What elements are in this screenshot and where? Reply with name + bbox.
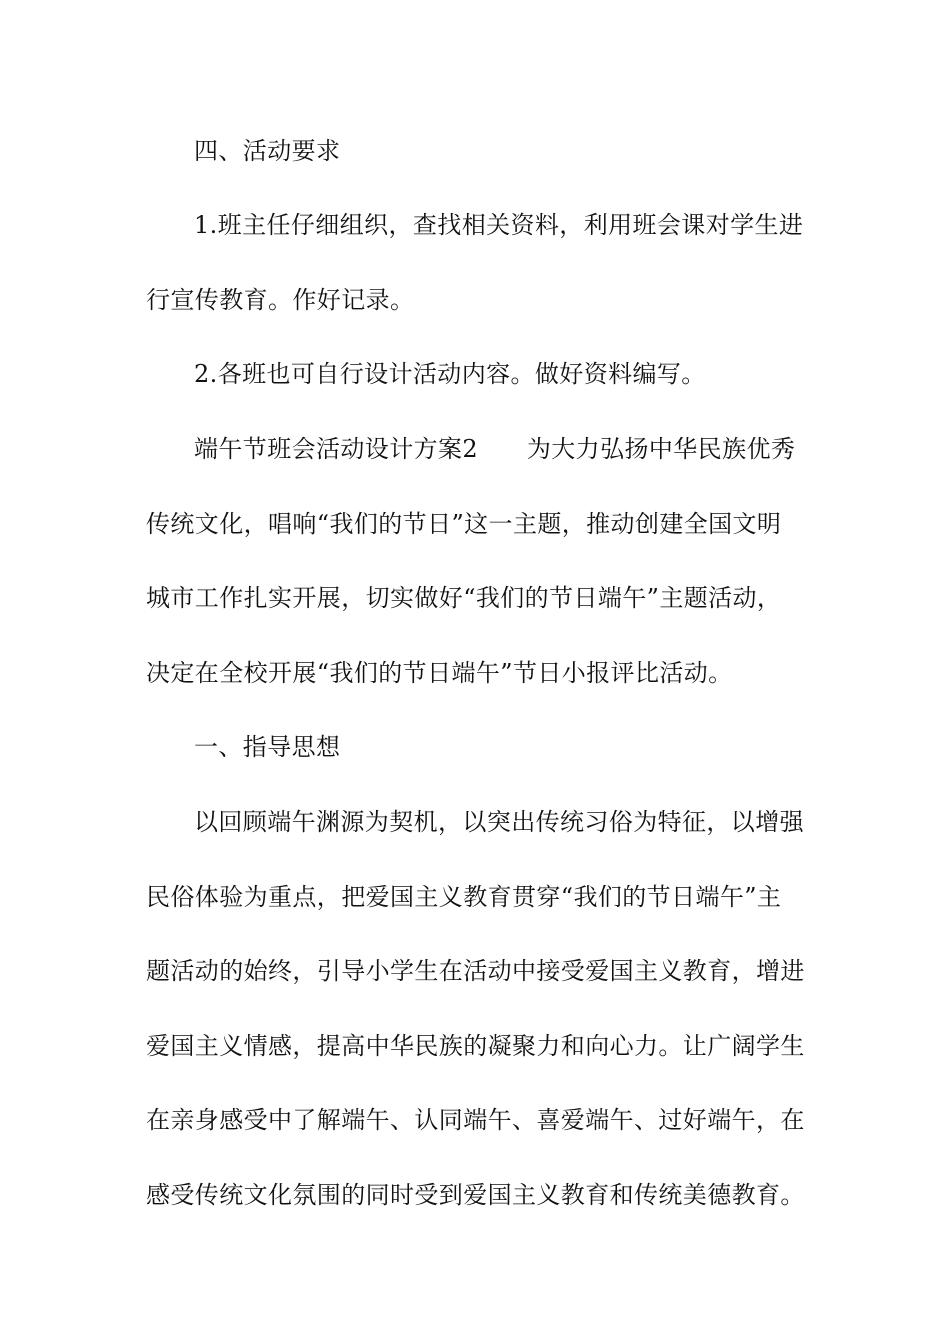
paragraph-line: 决定在全校开展“我们的节日端午”节日小报评比活动。	[146, 659, 733, 687]
paragraph-line: 2.各班也可自行设计活动内容。做好资料编写。	[194, 360, 706, 388]
section-heading-guiding-ideology: 一、指导思想	[194, 733, 341, 761]
paragraph-line: 爱国主义情感，提高中华民族的凝聚力和向心力。让广阔学生	[146, 1032, 805, 1060]
paragraph-line: 1.班主任仔细组织，查找相关资料，利用班会课对学生进	[194, 211, 804, 239]
paragraph-line: 题活动的始终，引导小学生在活动中接受爱国主义教育，增进	[146, 957, 805, 985]
paragraph-line: 民俗体验为重点，把爱国主义教育贯穿“我们的节日端午”主	[146, 883, 782, 911]
paragraph-line: 传统文化，唱响“我们的节日”这一主题，推动创建全国文明	[146, 510, 782, 538]
section-heading-activity-requirements: 四、活动要求	[194, 137, 341, 165]
paragraph-line: 感受传统文化氛围的同时受到爱国主义教育和传统美德教育。	[146, 1181, 805, 1209]
paragraph-line: 端午节班会活动设计方案2 为大力弘扬中华民族优秀	[194, 435, 796, 463]
paragraph-line: 行宣传教育。作好记录。	[146, 286, 415, 314]
paragraph-line: 以回顾端午渊源为契机，以突出传统习俗为特征，以增强	[194, 808, 804, 836]
paragraph-line: 城市工作扎实开展，切实做好“我们的节日端午”主题活动，	[146, 584, 782, 612]
paragraph-line: 在亲身感受中了解端午、认同端午、喜爱端午、过好端午，在	[146, 1106, 805, 1134]
